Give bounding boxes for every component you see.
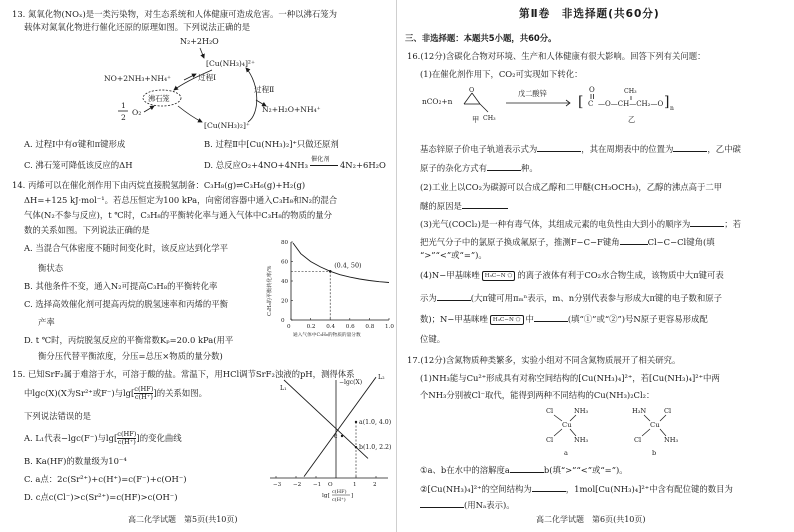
q14-line-1: 14. 丙烯可以在催化剂作用下由丙烷直接脱氢制备：C₃H₈(g)⇌C₃H₆(g)+H₂(g) bbox=[12, 180, 306, 190]
answer-blank[interactable] bbox=[437, 292, 471, 301]
origin-label: O bbox=[328, 482, 333, 488]
q16-p3-b-post: Cl−C−Cl键角(填 bbox=[647, 237, 715, 247]
q16-p4-c-post: (填“①”或“②”)号N原子更容易形成配 bbox=[567, 314, 708, 324]
cycle-label-top: N₂+2H₂O bbox=[180, 37, 219, 46]
ring-label: H₃C−N bbox=[492, 316, 514, 323]
x-tick-label: −1 bbox=[313, 482, 322, 488]
cycle-label-proc1: 过程Ⅰ bbox=[198, 73, 217, 82]
q15-line-2-right: ]的关系如图。 bbox=[153, 388, 207, 398]
reaction-arrow bbox=[310, 165, 338, 166]
q16-part-1: (1)在催化剂作用下，CO₂可实现如下转化： bbox=[420, 69, 583, 79]
q14-line-3: 气体(N₂不参与反应)，t ℃时，C₃H₈的平衡转化率与通入气体中C₃H₈的物质的量分 bbox=[24, 210, 332, 220]
q16-p4-b-post: (大π键可用πₘⁿ表示，m、n分别代表参与形成大π键的电子数和原子 bbox=[470, 293, 722, 303]
q14-option-a-1: A. 当混合气体密度不随时间变化时，该反应达到化学平 bbox=[24, 243, 228, 253]
q16-intro: 16.(12分)含碳化合物对环境、生产和人体健康有很大影响。回答下列有关问题： bbox=[407, 51, 706, 61]
q16-s1-b: ，其在周期表中的位置为 bbox=[581, 144, 674, 154]
q15-line-3: 下列说法错误的是 bbox=[24, 411, 91, 421]
section-three-heading: 三、非选择题：本题共5小题，共60分。 bbox=[405, 33, 557, 43]
cycle-label-proc2: 过程Ⅱ bbox=[254, 85, 275, 94]
epoxide-ring-icon bbox=[464, 93, 488, 112]
isomer-b-h3n: H₃N bbox=[632, 407, 647, 415]
svg-text:C: C bbox=[588, 100, 594, 108]
q15-option-d: D. c点c(Cl⁻)>c(Sr²⁺)=c(HF)>c(OH⁻) bbox=[24, 492, 178, 502]
answer-blank[interactable] bbox=[620, 236, 648, 245]
x-tick-label: 1 bbox=[353, 482, 357, 488]
scheme-label-yi: 乙 bbox=[628, 115, 636, 124]
point-marker bbox=[355, 421, 357, 423]
q16-p4-a-post: 的离子液体有利于CO₂水合物生成，该物质中大π键可表 bbox=[517, 270, 724, 280]
isomer-a-cl-bottom: Cl bbox=[546, 436, 554, 444]
part-ii-header: 第Ⅱ卷 非选择题(共60分) bbox=[519, 8, 660, 20]
q14-line-4: 数的关系如图。下列说法正确的是 bbox=[24, 225, 150, 235]
answer-blank[interactable] bbox=[510, 464, 544, 473]
fraction-numerator: c(HF) bbox=[117, 430, 137, 438]
q16-p4-c: 数)；N−甲基咪唑 bbox=[420, 314, 488, 324]
point-label: b(1.0, 2.2) bbox=[359, 444, 392, 452]
x-tick-label: 0.2 bbox=[306, 324, 316, 330]
cycle-label-cage: 沸石笼 bbox=[148, 94, 170, 103]
series-name-label: L₂ bbox=[378, 374, 385, 382]
q17-intro: 17.(12分)含氮物质种类繁多，实验小组对不同含氮物质展开了相关研究。 bbox=[407, 355, 681, 365]
q15-line-1: 15. 已知SrF₂属于难溶于水，可溶于酸的盐。常温下，用HCl调节SrF₂浊液的pH，测得体系 bbox=[12, 369, 355, 379]
svg-text:]: ] bbox=[664, 94, 670, 110]
x-tick-label: 1.0 bbox=[385, 324, 394, 330]
q15-option-b: B. Ka(HF)的数量级为10⁻⁴ bbox=[24, 456, 127, 466]
point-label: a(1.0, 4.0) bbox=[359, 419, 392, 426]
q16-part-3-line-3: “>”“<”或“=”)。 bbox=[420, 250, 487, 260]
svg-text:[: [ bbox=[578, 94, 584, 110]
answer-blank[interactable] bbox=[537, 143, 581, 152]
annotated-point-label: (0.4, 50) bbox=[334, 261, 362, 270]
q16-p3-a: (3)光气(COCl₂)是一种有毒气体，其组成元素的电负性由大到小的顺序为 bbox=[420, 219, 691, 229]
answer-blank[interactable] bbox=[420, 499, 464, 508]
series-line-2 bbox=[304, 377, 376, 476]
catalyst-label: 催化剂 bbox=[310, 156, 330, 163]
x-tick-label: −2 bbox=[293, 482, 302, 488]
cycle-label-cu2: [Cu(NH₃)₂]⁺ bbox=[204, 121, 250, 130]
point-marker bbox=[341, 435, 343, 437]
scheme-n: n bbox=[670, 105, 674, 112]
fraction-denominator: c(H⁺) bbox=[117, 438, 136, 446]
q16-part-2-line-2 bbox=[420, 200, 508, 212]
isomer-a-nh3-bottom: NH₃ bbox=[574, 436, 589, 444]
q16-part-4-line-3 bbox=[420, 313, 708, 325]
scheme-catalyst: 戊二酸锌 bbox=[518, 89, 547, 98]
q13-catalytic-cycle-diagram bbox=[100, 34, 390, 130]
q16-p3-b: 把光气分子中的氯原子换成氟原子，推测F−C−F键角 bbox=[420, 237, 620, 247]
q13-option-d bbox=[204, 156, 386, 171]
cycle-label-o2: O₂ bbox=[132, 108, 142, 117]
scheme-ch3-reactant: CH₃ bbox=[483, 115, 496, 122]
x-tick-label: 0.6 bbox=[345, 324, 355, 330]
q16-s1-c: ，乙中碳 bbox=[707, 144, 741, 154]
y-tick-label: 80 bbox=[281, 240, 289, 246]
q14-option-c-2: 产率 bbox=[38, 317, 55, 327]
x-axis-label-pre: lg[ bbox=[322, 493, 330, 499]
q13-line-2: 载体对氮氧化物进行催化还原的原理如图。下列说法正确的是 bbox=[24, 22, 251, 32]
ring-label: H₃C−N bbox=[484, 272, 506, 279]
x-tick-label: 0.8 bbox=[365, 324, 375, 330]
cycle-label-left: NO+2NH₃+NH₄⁺ bbox=[104, 74, 172, 83]
q16-part-2-line-1: (2)工业上以CO₂为碳源可以合成乙醇和二甲醚(CH₃OCH₃)，乙醇的沸点高于二甲 bbox=[420, 182, 723, 192]
q16-part-4-line-2 bbox=[420, 292, 722, 304]
isomer-b bbox=[632, 407, 679, 457]
q15-option-c: C. a点：2c(Sr²⁺)+c(H⁺)=c(F⁻)+c(OH⁻) bbox=[24, 474, 187, 484]
y-axis-label: −lgc(X) bbox=[339, 379, 363, 386]
left-page-footer: 高二化学试题 第5页(共10页) bbox=[128, 515, 238, 524]
cycle-half-num: 1 bbox=[121, 101, 126, 110]
q15-option-a bbox=[24, 431, 182, 446]
isomer-a-nh3-top: NH₃ bbox=[574, 407, 589, 415]
q15-option-a-right: ]的变化曲线 bbox=[136, 433, 182, 443]
answer-blank[interactable] bbox=[532, 483, 566, 492]
x-axis-label-num: c(HF) bbox=[332, 489, 347, 495]
x-tick-label: 0.4 bbox=[326, 324, 336, 330]
x-axis-label-den: c(H⁺) bbox=[332, 497, 346, 503]
isomer-a-cl-top: Cl bbox=[546, 407, 554, 415]
q15-lgc-chart bbox=[262, 374, 394, 506]
x-axis-label: 通入气体中C₃H₈的物质的量分数 bbox=[293, 333, 361, 338]
q17-isomer-structures bbox=[540, 402, 700, 458]
x-tick-label: 2 bbox=[373, 482, 377, 488]
isomer-a bbox=[546, 407, 589, 457]
q17-question-1 bbox=[420, 464, 628, 476]
x-axis-label-post: ] bbox=[351, 493, 354, 499]
isomer-a-label: a bbox=[564, 449, 568, 457]
q16-p4-a: (4)N−甲基咪唑 bbox=[420, 270, 480, 280]
point-marker bbox=[355, 446, 357, 448]
y-tick-label: 0 bbox=[281, 318, 285, 324]
y-tick-label: 60 bbox=[281, 259, 289, 266]
q16-p4-b: 示为 bbox=[420, 293, 437, 303]
x-tick-label: −3 bbox=[273, 482, 282, 488]
q17-question-2 bbox=[420, 483, 733, 495]
q16-s1-a: 基态锌原子价电子轨道表示式为 bbox=[420, 144, 538, 154]
methylimidazole-numbered-icon: H₃C−N ⬠ bbox=[490, 315, 524, 325]
q15-line-2-left: 中lgc(X)(X为Sr²⁺或F⁻)与lg[ bbox=[24, 388, 135, 398]
scheme-reactant: nCO₂+n bbox=[422, 97, 453, 106]
q16-reaction-scheme bbox=[420, 82, 780, 126]
q17-q1-post: b(填“>”“<”或“=”)。 bbox=[543, 465, 628, 475]
q16-part-4-line-4: 位键。 bbox=[420, 334, 446, 344]
q13-option-c: C. 沸石笼可降低该反应的ΔH bbox=[24, 160, 133, 170]
answer-blank[interactable] bbox=[673, 143, 707, 152]
q16-part-3-line-2 bbox=[420, 236, 715, 248]
q13-option-a: A. 过程Ⅰ中有σ键和π键形成 bbox=[24, 139, 126, 149]
q16-s2-b: 种。 bbox=[521, 163, 538, 173]
svg-text:O: O bbox=[469, 86, 475, 94]
q17-q2-pre: ②[Cu(NH₃)₄]²⁺的空间结构为 bbox=[420, 484, 532, 494]
q16-part-3-line-1 bbox=[420, 218, 741, 230]
fraction-denominator: c(H⁺) bbox=[134, 393, 153, 401]
q16-part-1-question-1 bbox=[420, 143, 741, 155]
isomer-b-cu: Cu bbox=[650, 421, 660, 429]
svg-text:O: O bbox=[589, 86, 595, 94]
q16-p4-c-mid: 中 bbox=[525, 314, 534, 324]
q16-s2-a: 原子的杂化方式有 bbox=[420, 163, 487, 173]
q16-part-1-question-2 bbox=[420, 162, 538, 174]
methylimidazole-structure-icon: H₃C−N ⬠ bbox=[482, 271, 516, 281]
scheme-label-jia: 甲 bbox=[472, 115, 480, 124]
q14-option-c-1: C. 选择高效催化剂可提高丙烷的脱氢速率和丙烯的平衡 bbox=[24, 299, 229, 309]
x-tick-label: 0 bbox=[287, 324, 291, 330]
y-tick-label: 40 bbox=[281, 279, 289, 285]
q14-option-a-2: 衡状态 bbox=[38, 263, 64, 273]
polycarbonate-structure bbox=[578, 86, 674, 124]
isomer-a-cu: Cu bbox=[562, 421, 572, 429]
q13-option-b: B. 过程Ⅱ中[Cu(NH₃)₂]⁺只做还原剂 bbox=[204, 139, 339, 149]
right-page-footer: 高二化学试题 第6页(共10页) bbox=[536, 515, 646, 524]
q14-option-d-1: D. t ℃时，丙烷脱氢反应的平衡常数Kₚ=20.0 kPa(用平 bbox=[24, 335, 234, 345]
fraction-numerator: c(HF) bbox=[134, 385, 154, 393]
q16-p3-a-post: ；若 bbox=[724, 219, 741, 229]
svg-text:—O—CH—CH₂—O: —O—CH—CH₂—O bbox=[598, 100, 664, 108]
q17-part-1-line-1: (1)NH₃能与Cu²⁺形成具有对称空间结构的[Cu(NH₃)₄]²⁺，若[Cu(NH₃)₄]²⁺中两 bbox=[420, 373, 720, 383]
page-divider bbox=[396, 0, 397, 532]
q17-q2-post: ，1mol[Cu(NH₃)₄]²⁺中含有配位键的数目为 bbox=[565, 484, 733, 494]
q14-line-2: ΔH=+125 kJ·mol⁻¹。若总压恒定为100 kPa，向密闭容器中通入C₃H₈和N₂的混合 bbox=[24, 195, 338, 205]
isomer-b-label: b bbox=[652, 449, 657, 457]
answer-blank[interactable] bbox=[462, 200, 508, 209]
q17-question-2-tail bbox=[420, 499, 515, 511]
q17-q1-pre: ①a、b在水中的溶解度a bbox=[420, 465, 510, 475]
isomer-b-cl-bottom: Cl bbox=[634, 436, 642, 444]
cycle-half-den: 2 bbox=[121, 113, 126, 122]
q13-line-1: 13. 氮氧化物(NOₓ)是一类污染物，对生态系统和人体健康可造成危害。一种以沸石笼为 bbox=[12, 9, 338, 19]
scheme-ch3-product: CH₃ bbox=[624, 88, 637, 95]
q14-option-d-2: 衡分压代替平衡浓度，分压=总压×物质的量分数) bbox=[38, 351, 223, 361]
q17-part-1-line-2: 个NH₃分别被Cl⁻取代，能得到两种不同结构的Cu(NH₃)₂Cl₂： bbox=[420, 390, 655, 400]
annotated-point bbox=[329, 270, 332, 273]
q14-option-b: B. 其他条件不变，通入N₂可提高C₃H₈的平衡转化率 bbox=[24, 281, 218, 291]
q13-option-d-left: D. 总反应O₂+4NO+4NH₃ bbox=[204, 160, 308, 170]
answer-blank[interactable] bbox=[534, 313, 568, 322]
q16-part-4-line-1 bbox=[420, 270, 724, 281]
series-name-label: L₁ bbox=[280, 385, 287, 392]
point-label: c bbox=[334, 433, 338, 440]
y-axis-label: C₃H₈的平衡转化率/% bbox=[267, 265, 273, 316]
answer-blank[interactable] bbox=[690, 218, 724, 227]
isomer-b-nh3: NH₃ bbox=[664, 436, 679, 444]
q17-q2-c: (用Nₐ表示)。 bbox=[464, 500, 515, 510]
isomer-b-cl-top: Cl bbox=[664, 407, 672, 415]
q14-conversion-chart bbox=[265, 236, 395, 342]
q15-line-2 bbox=[24, 386, 207, 401]
answer-blank[interactable] bbox=[487, 162, 521, 171]
q15-option-a-left: A. L₁代表−lgc(F⁻)与lg[ bbox=[24, 433, 118, 443]
q13-option-d-right: 4N₂+6H₂O bbox=[339, 160, 386, 170]
q16-p2-b: 醚的原因是 bbox=[420, 201, 462, 211]
y-tick-label: 20 bbox=[281, 298, 289, 305]
cycle-label-cu1: [Cu(NH₃)₄]²⁺ bbox=[206, 59, 255, 68]
cycle-label-right: N₂+H₂O+NH₄⁺ bbox=[262, 105, 321, 114]
